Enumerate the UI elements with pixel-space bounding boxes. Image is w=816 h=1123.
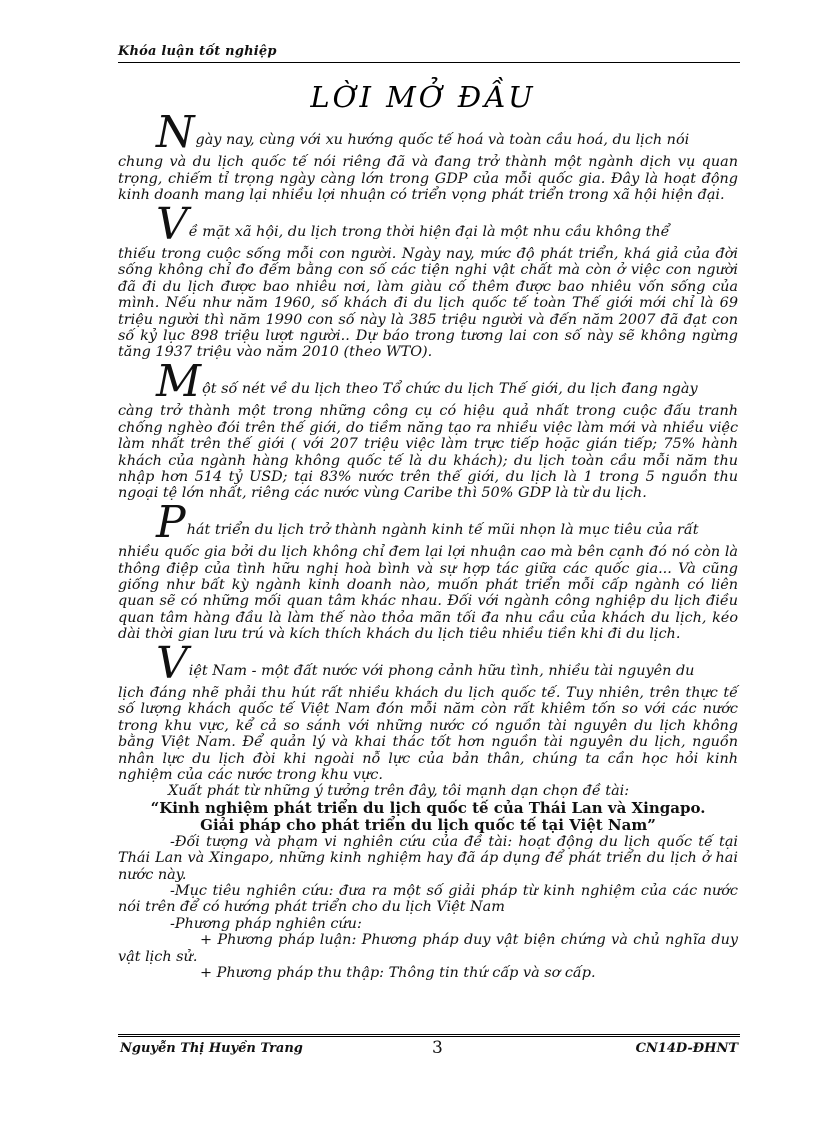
paragraph-first-line: [118, 637, 738, 689]
paragraph-first-line: [118, 198, 738, 250]
footer-rule: [118, 1034, 740, 1037]
dropcap: M: [156, 355, 202, 407]
paragraph-first-line: [118, 496, 738, 548]
research-method-1: + Phương pháp luận: Phương pháp duy vật biện chứng và chủ nghĩa duy vật lịch sử.: [118, 932, 738, 965]
paragraph-body: chung và du lịch quốc tế nói riêng đã và đang trở thành một ngành dịch vụ quan trọng, chiếm tỉ trọng ngày càng lớn trong GDP của mỗi quốc gia. Đây là hoạt động kinh doanh mang lại nhiều lợi nhuận có triển vọng phát triển trong xã hội hiện đại.: [118, 154, 738, 204]
dropcap: V: [156, 637, 188, 689]
paragraph-3: [118, 355, 738, 502]
paragraph-lead: gày nay, cùng với xu hướng quốc tế hoá và toàn cầu hoá, du lịch nói: [195, 132, 690, 148]
paragraph-lead: ột số nét về du lịch theo Tổ chức du lịch Thế giới, du lịch đang ngày: [202, 380, 698, 397]
paragraph-first-line: [118, 107, 738, 158]
page-title-text: LỜI MỞ ĐẦU: [310, 80, 536, 114]
dropcap: V: [156, 198, 188, 250]
paragraph-body: thiếu trong cuộc sống mỗi con người. Ngày nay, mức độ phát triển, khá giả của đời sống không chỉ đo đếm bằng con số các tiện nghi vật chất mà còn ở việc con người đã đi du lịch được bao nhiêu nơi, làm giàu cố thêm được bao nhiêu vốn sống của mình. Nếu như năm 1960, số khách đi du lịch quốc tế toàn Thế giới mới chỉ là 69 triệu người thì năm 1990 con số này là 385 triệu người và đến năm 2007 đã đạt con số kỷ lục 898 triệu lượt người.. Dự báo trong tương lai con số này sẽ không ngừng tăng 1937 triệu vào năm 2010 (theo WTO).: [118, 246, 738, 361]
paragraph-2: [118, 198, 738, 361]
page-title: [0, 80, 816, 114]
research-methods-label: -Phương pháp nghiên cứu:: [170, 915, 362, 932]
paragraph-lead: hát triển du lịch trở thành ngành kinh tế mũi nhọn là mục tiêu của rất: [186, 521, 699, 538]
paragraph-body: lịch đáng nhẽ phải thu hút rất nhiều khách du lịch quốc tế. Tuy nhiên, trên thực tế số lượng khách quốc tế Việt Nam đón mỗi năm còn rất khiêm tốn so với các nước trong khu vực, kể cả so sánh với những nước có nguồn tài nguyên du lịch không bằng Việt Nam. Để quản lý và khai thác tốt hơn nguồn tài nguyên du lịch, nguồn nhân lực du lịch đòi khi ngoài nỗ lực của bản thân, chúng ta cần học hỏi kinh nghiệm của các nước trong khu vực.: [118, 684, 738, 783]
research-objects: -Đối tượng và phạm vi nghiên cứu của đề tài: hoạt động du lịch quốc tế tại Thái Lan và Xingapo, những kinh nghiệm hay đã áp dụng để phát triển du lịch ở hai nước này.: [118, 833, 738, 883]
paragraph-body: nhiều quốc gia bởi du lịch không chỉ đem lại lợi nhuận cao mà bên cạnh đó nó còn là thông điệp của tình hữu nghị hoà bình và sự hợp tác giữa các quốc gia... Và cũng giống như bất kỳ ngành kinh doanh nào, muốn phát triển mỗi cấp ngành có liên quan sẽ có những mối quan tâm khác nhau. Đối với ngành công nghiệp du lịch điều quan tâm hàng đầu là làm thế nào thỏa mãn tối đa nhu cầu của khách du lịch, kéo dài thời gian lưu trú và kích thích khách du lịch tiêu nhiều tiền khi đi du lịch.: [118, 544, 738, 643]
paragraph-lead: iệt Nam - một đất nước với phong cảnh hữu tình, nhiều tài nguyên du: [188, 662, 695, 679]
footer-class-code: CN14D-ĐHNT: [635, 1041, 738, 1056]
header-rule: [118, 62, 740, 63]
research-method-2: + Phương pháp thu thập: Thông tin thứ cấp và sơ cấp.: [200, 965, 596, 982]
dropcap: N: [156, 107, 195, 158]
topic-title-line-2: Giải pháp cho phát triển du lịch quốc tế tại Việt Nam”: [200, 815, 656, 834]
paragraph-lead: ề mặt xã hội, du lịch trong thời hiện đại là một nhu cầu không thể: [188, 223, 670, 240]
research-goals: -Mục tiêu nghiên cứu: đưa ra một số giải pháp từ kinh nghiệm của các nước nói trên để có hướng phát triển cho du lịch Việt Nam: [118, 883, 738, 916]
footer-author: Nguyễn Thị Huyền Trang: [120, 1041, 303, 1056]
topic-intro: Xuất phát từ những ý tưởng trên đây, tôi mạnh dạn chọn đề tài:: [168, 783, 630, 800]
paragraph-4: [118, 496, 738, 643]
paragraph-1: [118, 107, 738, 204]
running-header: Khóa luận tốt nghiệp: [118, 44, 277, 59]
body-text: [118, 107, 738, 982]
paragraph-body: càng trở thành một trong những công cụ có hiệu quả nhất trong cuộc đấu tranh chống nghèo đói trên thế giới, do tiềm năng tạo ra nhiều việc làm mới và nhiều việc làm nhất trên thế giới ( với 207 triệu việc làm trực tiếp hoặc gián tiếp; 75% hành khách của ngành hàng không quốc tế là du khách); du lịch toàn cầu mỗi năm thu nhập hơn 514 tỷ USD; tại 83% nước trên thế giới, du lịch là 1 trong 5 nguồn thu ngoại tệ lớn nhất, riêng các nước vùng Caribe thì 50% GDP là từ du lịch.: [118, 403, 738, 502]
paragraph-5: [118, 637, 738, 784]
dropcap: P: [156, 496, 186, 548]
paragraph-first-line: [118, 355, 738, 407]
topic-title-line-1: “Kinh nghiệm phát triển du lịch quốc tế của Thái Lan và Xingapo.: [150, 798, 706, 817]
page-number: 3: [432, 1038, 443, 1058]
